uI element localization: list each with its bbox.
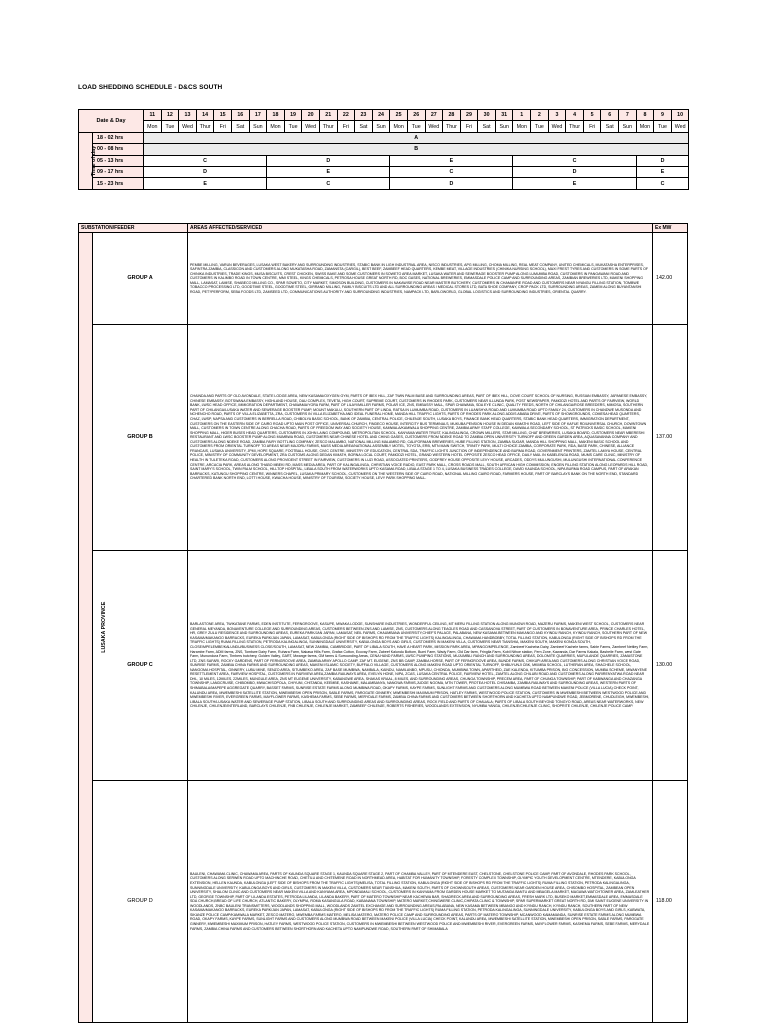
group-assignment-cell: A [144, 132, 689, 143]
date-cell: 25 [390, 110, 408, 121]
group-areas: BAULENI, CHAWAMA CLINIC, CHAWAMA AREA, PARTS OF KAUNDA SQUARE STAGE 1, KAUNDA SQUARE STAGE 2, PART OF CHAMBA VALLEY, PART OF MTENDERE EAST, CHELSTONE, CHELSTONE POLICE CAMP, PART OF AVONDALE, RHODES PARK SCHOOL, CUSTOMERS ALONG SERWEN ROAD UPTO MACHINCHE ROAD, CHETILU AND CHITEMENE ROAD IN NORTHMEAD AREA, HABITAT FOR HUMANITY TOWNSHIP, FORESTY COMPLEX TOWNSHIP, OLYMPIC YOUTH DEVELOPMENT CENTRE, MTENDERE, KABULONGA EXTENSION, HELLEN KAUNDA, KABULONGA (LEFT SIDE OF BISHOPS FROM THE TRAFFIC LIGHTS)/MELISA, TOTAL FILLING STATION, KABULONGA (RIGHT SIDE OF BISHOPS RD FROM THE TRAFFIC LIGHTS) RUMA FILLING STATION, PETRODA KALINGALINGA, SUNNINGDALE UNIVERSITY, KABULONGA BOYS AND GIRLS, CUSTOMERS IN MAKENI VILLA, CUSTOMERS NEAR TIANSHUA, MAKENI SOUTH, PARTS OF CHOWNSOUTH AREAS, CUSTOMERS NEAR GARDEN HOUSE AREA, CHISOMBO HOSPITAL, ZAMBEAN OPEN UNIVERSITY, SHALOM CLINIC AND CUSTOMERS NEAR MAKENI VILLA AND KANYAMA AREA, MPONDAMALI SCHOOL, CUSTOMERS IN KANYAMA FROM GARDEN HOUSE MARKET TO MUTANDA BANTU AND MBAGELA MARKET, MAGAWA WATCHTOWER AREA, ZAMLEATHER LTD, GEORGE TOWNSHIP, PART OF LILANDA ESTATES, PETRODA LILANDA, LILANDA BAKERY, PART OF MATERO TOWNSHIP NEAR KACHEWA BAR, SHADRECK AREA AND SURROUNDING AREAS, FRESH MARK LTD, BUSEKO MARKET,EMMASDALE AREA, EMMASDALE SDA CHURCH,BREAD OF LIFE CHURCH, ATLANTIC BAKERY, OLYMPIA, ROMA KASANGULA ROAD, KABANANA TOWNSHIP, MATERO MARKET,CHINGWERE CLINIC,CHIPATA CLINIC & TOWNSHIP, SPAR SUPERMARKET GREAT NORTH RD, DMI SAINT EUGENE UNIVERSITY IN WOODLANDS, ZNBC BAULENI TRANSMITTERS, WOODLANDS SHOPPING MALL, WOODLANDS ZAMTEL EXCHANGE AND SURROUNDING AREAS,PALABANA, NEW KASAMA BETWEEN MBANGO AND KYINDU RANCH, KYINDU RANCH, SOUTHERN PART OF NEW KASAMA/MAKANGO BARRACKS, EUREKA PARK/JAN JAPAN, LAMASAT, KABULONGA (RIGHT SIDE OF BISHOPS RD FROM THE TRAFFIC LIGHTS) RUMA FILLING STATION, PETRODA KALINGALINGA, SUNNINGDALE UNIVERSITY, KABULONGA BOYS AND GIRLS, KABWATA, SIKANZE POLICE CAMP/KAMWALA MARKET, ZESCO MATERO, MWEMBA FARMS MATERO, MELISA MATERO, MATERO POLICE CAMP AND SURROUNDING AREAS, PARTS OF MATERO TOWNSHIP, MCANWOOD KAMAMANDA, SUNRISE ESTATE FARMS ALONG MUMBWA ROAD, OKAPY FARMS, KAYPE FARMS, SUNLIGHT FARMS AND CUSTOMERS ALONG MUMBWA ROAD BETWEEN MAKENI POLICE (VILLA LUCIA) CHECK POINT, KALUNDU AREA, MWEMBESHI SATELLITE STATION, MWEMBESHI OPEN PRISON, SABLE FARMS, PAROGATE GINNERY, MWEMBESHI MAXIMUM PRISON, HATLEY FARMS, WESTWOOD POLICE STATION, CUSTOMERS IN MWEMBESHI BETWEEN WESTWOOD POLICE AND MWEMBESHI RIVER, EVERGREEN FARMS, MAYFLOWER FARMS, KASHEMA FARMS, SEBE FARMS, MERYDALE FARMS, ZAMBIA CHINA FARMS AND CUSTOMERS BETWEEN SHORTHORN AND KACHETA UPTO NAMPUNDWE ROAD, SOUTHERN PART OF SHIMABALA [188, 781, 653, 1023]
group-assignment-cell: B [144, 144, 689, 155]
group-row [79, 233, 688, 325]
date-cell: 6 [601, 110, 619, 121]
date-cell: 15 [214, 110, 232, 121]
group-assignment-cell: E [267, 166, 390, 177]
substation-header: SUBSTATION/FEEDER [79, 224, 188, 233]
date-cell: 17 [249, 110, 267, 121]
date-cell: 28 [443, 110, 461, 121]
day-cell: Wed [548, 121, 566, 132]
day-cell: Fri [583, 121, 601, 132]
group-areas: PEMBE MILLING, VARUN BEVERAGES, LUSAKA WEST BAKERY AND SURROUNDING INDUSTRIES, STABIC BANK IN LIGH INDUSTRIAL AREA, NISCO INDUSTRIES, APG MILLING, CHOMA MILLING, REAL MEAT COMPANY, UNITED CHEMICALS, MUKATASHA ENTERPRISES, SAFINTRA ZAMBIA, CLASSICON AND CUSTOMERS ALONG MUKATASHA ROAD, ZAMANSTA (CARGIL), BEST BEEF, ZAMBEEF HEAD QUARTERS, KEMBE MEAT, VILLAGE INDUSTRIES (CHINIKA NURSING SCHOOL), MAXI FREST TYRES AND CUSTOMERS IN SOME PARTS OF CHINIKA INDUSTRIES, TRADE KINGS, MUSA BISCUITS, CREST CHICKEN, SWISS BAKE AND SOME CUSTOMERS IN SOWETO AREA MARKET, LUSAKA WATER AND SEWERAGE BOOSTER PUMP ALONG LUMUMBA ROAD, CUSTOMERS IN PANGAWANI ROAD AND CUSTOMERS IN KALIMBO ROAD IN TOWN CENTRE, MMI STEEL, KINGS CHEMICALS, PETROSA HOUSE GREAT NORTH RD, BOC GASES, NATIONAL BREWERIES, EMMASDALE POLICE CAMP AND SURROUNDING AREAS, ZAMBIAN BREWERIES LTD, MAKENI SHOPPING MALL, LAMASAT, LAMISE, SHABECO MILLING CO., SPAR SOWETO, CITY MARKET, SIMOSON BUILDING, CUSTOMERS IN NAKAWISE ROAD NEAR MASTER BUTCHERY, CUSTOMERS IN CHAMANFIE ROAD AND CUSTOMERS NEAR NYANGU FILLING STATION, TOMBWE TOBACCO PROCESSING LTD, GOODTIME STEEL, GOODTIME STEEL, GIRRAND MILLING, FAMILY BISCUITS LTD AND ALL SURROUNDING AREAS / MEDICAL STORES LTD, BATA SHOE COMPANY, CROP PACK LTD, SURROUNDING AREAS, ZAMEM ALONG BUYANTANSHI ROAD, PET?PERFORM, SEBA FOODS LTD, ZAMSEED LTD, COMMUNICATIONS AUTHORITY AND SURROUNDING INDUSTRIES, NAMPACK LTD, BARLOWORLD, GLOBAL LOGISTICS AND SURROUNDING INDUSTRIES, ORIENTAL QUARRY. [188, 233, 653, 325]
time-of-day-cell [79, 132, 98, 189]
group-assignment-cell: E [636, 166, 689, 177]
date-cell: 2 [531, 110, 549, 121]
date-cell: 27 [425, 110, 443, 121]
group-assignment-cell: D [513, 166, 636, 177]
group-assignment-cell: E [144, 178, 267, 189]
date-cell: 13 [179, 110, 197, 121]
group-assignment-cell: D [636, 155, 689, 166]
date-cell: 12 [161, 110, 179, 121]
day-cell: Mon [144, 121, 162, 132]
date-cell: 9 [654, 110, 672, 121]
day-cell: Tue [161, 121, 179, 132]
day-cell: Tue [407, 121, 425, 132]
group-areas: CHAINDA AND PARTS OF OLD AVONDALE, STATE LODGE AREA, NEW KASAMA/OXYGEN GYM, PARTS OF IBEX HILL, ZAF TWIN PALM BASE AND SURROUNDING AREAS, PART OF IBEX HILL, DOVE COURT SCHOOL OF NURSING, RUSSIAN EMBASSY, JAPANESE EMBASSY, CHINESE EMBASSY, BOTSWANA EMBASSY, HIGHLAND HOUSE, OAU COMPLEX, TEVETA, HIGH COURT, SUPREME COURT, CUSTOMERS IN RHODES PARK, CUSTOMERS NEAR ILLUNDA PARK, POST NEWSPAPER, PAMODZI HOTEL AND PARTS OF FAIRVIEW, WORLD BANK, LWSC HEAD OFFICE, IMMIGRATION DEPARTMENT, CHAWAMA/YORA FARM, PART OF LILAYI/MILLER FARMS, POLAR ICE, ZNS, EMBASSY MALL, SPAR CHAWAMA, SDA EYE CLINIC, QUALITY FEEDS, NORTH OF CHILANGA/ROSE BREEDERS, MIMOSA, SOUTHERN PART OF CHILANGA/LUSAKA WATER AND SEWERAGE BOOSTER PUMP, MOUNT MAKULU, SOUTHERN PART OF LINDA, RATSA IN LUMUMBA ROAD, CUSTOMERS IN LUANSHYA ROAD AND LUMUMBA ROAD UPTO FAMILY 24, CUSTOMERS IN CHANDWE MUSONDA AND NCHENCHO ROAD, PARTS OF VILLA ELIZABETTA, ZRA, CUSTOMERS IN VILLA ELIZABETHA AND IDEAL FUNERAL HOME, MANDA HILL TRAFFIC LIGHTS, PARTS OF RHODES PARK ALONG ADDIS ABABA DRIVE, PARTS OF SHOWGROUNDS, COMESA HEAD QUARTERS, CHAZ, LWSP, NAPSA AND CUSTOMERS IN BERRELLA ROAD, CHIBOLYA BASIC SCHOOL, BANK OF ZAMBIA, CENTRAL POLICE, CHILENJE SOUTH, LUSAKA BOYS, FINANCE BANK HEAD QUARTERS, STABIC BANK HEAD QUARTERS, IMMIGRATION DEPARTMENT, CUSTOMERS ON THE EASTERN SIDE OF CAIRO ROAD UPTO MAIN POST OFFICE, UNIVERSAL CHURCH, FINDECO HOUSE, INTERCITY BUS TERMINALS, MUKUBA PENSION HOUSE IN DEDAN KIMATHI ROAD, LEFT SIDE OF KAFUE RD/UNIVERSAL CHURCH, DOWNTOWN MALL, CUSTOMERS IN TOWN CENTRE ALONG CHACHA ROAD, PARTS OF FREEDOM WAY AND SOCIETY HOUSE, KAMWALA/KAMWALA SHOPPING CENTRE, ZAMBIA ARMY STAFF COLLEGE, KAMWALA SECONDARY SCHOOL, ST PATRICKS BASIC SCHOOL, MAKENI SHOPPING MALL, HIGER BUSES HEAD QUARTERS, CUSTOMERS IN JOHN LAING COMPOUND, METROPOLITAN SCHOOL, KANYAMA WATER TRUST, KALINGALINGA, CROWN MILLERS, STAR MILLING, CHAT BREWERIES, LUSAKA BOARD, CUSTOMERS NEAR MBERESHI RESTAURANT AND LWSC BOOSTER PUMP ALONG MUMBWA ROAD, CUSTOMERS NEAR CHINESE HOTEL AND CHING GASES, CUSTOMERS FROM NDEKE ROAD TO ZAMBIA OPEN UNIVERSITY TURNOFF AND GREEN GARDEN AREA, AQUASAVANNA COMPANY AND CUSTOMERS ALONG NDEKE ROAD, ZAMBIA FAIRY BOTTLING COMPANY, ZESCO MALAMBO, NATIONAL MILLING MALAMBO RD, CALIFORNIAN BREWERIES, HUBE FILLING STATION, ZAMBIA SUGAR, MANDA HILL SHOPPING MALL, MAKENI BASIC SCHOOL AND CUSTOMERS FROM ORIENTAL TURNOFF TO AREAS NEAR MAJORU FARMS, MASS MEDIA AREA/NATIONAL ASSEMBLY MOTEL, TOYOTA, ERB, MTN MAIN SWITCH, TRINITY PARK, MULTI CHOICE ZAMBIA, CORPORATE PARK, RDA, BASE PARK, CHINESE, ALLIANCE FRANCAIS, LUSAKA UNIVERSITY, JPMI, HOPE SQUARE, FOOTBALL HOUSE, CIVIC CENTRE, MINISTRY OF EDUCATION, CENTRAL SDA, TRAFFIC LIGHTS JUNCTION OF INDEPENDENCE AND BURMA ROAD, GOVERNMENT PRINTERS, ZAMTEL LAMYA HOUSE, CENTRAL POLICE, MINISTRY OF COMMUNITY DEVELOPMENT, ZRA CUSTOMS ALONG DEDAN KIMATH, BORNA LOCAL COURT, PAMODZI HOTEL, GRAND WESTERN HOTEL OPPOSITE ZESCO HEAD OFFICE, DAILY MAIL IN KABELENGA ROAD, MUMS CARE CLINIC, MINISTRY OF HEALTH IN TULETEKA ROAD, CUSTOMERS ALONG PROVIDENT STREET IN FAIRVIEW, CUSTOMERS IN LUZI ROAD, ASSOCIATED PRINTERS, GODFREY HOUSE OPPOSITE LEVY HOUSE, ARCADES, ODDYS MULUNGUSHI, MULUNGUSHI INTERNATIONAL CONFERENCE CENTRE, ARCACIA PARK, AREAS ALONG THABO MBEKI RD, MASS MEDIA AREA, PART OF KALINGALINGA, CHRISTIAN VOICE RADIO, EAST PARK MALL, CROSS ROADS MALL, SOUTH AFRICAN HIGH COMMISSION, ENGEN FILLING STATION ALONG LEOPARDS HILL ROAD, SAINT MARY'S SCHOOL, TWIN PALM SCHOOL, HILLTOP HOSPITAL, LIBALA SOUTH FROM WATERWORKS UPTO KASAMA ROAD, LIBALA STAGE 1 TO 4, LUSAKA BUSINESS TRADES COLLEGE, DAVID KAUNDA SCHOOL, NIPA BURMA ROAD CAMPUS, PART OF ARAKAN BARRACKS, KATUNGU SHOPPING CENTRE, WINNERS CHAPEL, LUSAKA PRIMARY SCHOOL, CUSTOMERS ON THE WESTERN SIDE OF CAIRO ROAD, NATIONAL MILLING CAIRO ROAD, FARMERS HOUSE, PART OF BARCLAYS BANK ON THE NORTH END, STANDARD CHARTERED BANK NORTH END, LOTTI HOUSE, KWACHA HOUSE, MINISTRY OF TOURISM, SOCIETY HOUSE, LEVY PARK SHOPPING MALL. [188, 325, 653, 551]
group-assignment-cell: D [267, 155, 390, 166]
day-cell: Fri [214, 121, 232, 132]
day-cell: Mon [267, 121, 285, 132]
time-slot-label: 00 - 08 hrs [93, 144, 144, 155]
day-cell: Wed [425, 121, 443, 132]
day-cell: Thur [566, 121, 584, 132]
group-row [79, 325, 688, 551]
time-slot-label: 18 - 02 hrs [93, 132, 144, 143]
day-cell: Sun [495, 121, 513, 132]
date-cell: 10 [671, 110, 689, 121]
date-cell: 22 [337, 110, 355, 121]
areas-table-header [79, 224, 688, 233]
day-cell: Sun [619, 121, 637, 132]
date-cell: 31 [495, 110, 513, 121]
day-cell: Wed [179, 121, 197, 132]
group-assignment-cell: C [636, 178, 689, 189]
date-cell: 21 [319, 110, 337, 121]
group-name: GROUP C [93, 551, 188, 781]
group-mw: 130.00 [653, 551, 688, 781]
day-cell: Tue [531, 121, 549, 132]
date-cell: 30 [478, 110, 496, 121]
day-cell: Sat [355, 121, 373, 132]
time-slot-label: 09 - 17 hrs [93, 166, 144, 177]
group-mw: 118.00 [653, 781, 688, 1023]
date-cell: 3 [548, 110, 566, 121]
date-cell: 8 [636, 110, 654, 121]
date-cell: 26 [407, 110, 425, 121]
dates-row [79, 110, 689, 121]
group-assignment-cell: C [267, 178, 390, 189]
mw-header: Ex MW [653, 224, 688, 233]
areas-table [78, 223, 688, 1023]
time-slot-row [79, 155, 689, 166]
date-cell: 29 [460, 110, 478, 121]
date-cell: 4 [566, 110, 584, 121]
group-name: GROUP B [93, 325, 188, 551]
group-assignment-cell: E [390, 155, 513, 166]
date-cell: 7 [619, 110, 637, 121]
group-name: GROUP D [93, 781, 188, 1023]
day-cell: Fri [460, 121, 478, 132]
date-cell: 5 [583, 110, 601, 121]
group-assignment-cell: C [513, 155, 636, 166]
day-cell: Tue [284, 121, 302, 132]
day-cell: Thur [319, 121, 337, 132]
day-cell: Thur [443, 121, 461, 132]
group-areas: BARLASTONE AREA, TWIKATANE FARMS, EDEN INSTITUTE, FERNGROOVE, KASUPE, MWAKA LODGE, SUNSHARE INDUSTRIES, WONDERFUL CEILING, MT MERU FILLING STATION ALONG MUNGWI ROAD, MAZERU FARMS, MAKENI WEST SCHOOL, CUSTOMERS NEAR GENERAL MEYANDA, BONAVENTURE COLLEGE AND SURROUNDING AREAS, CUSTOMERS BETWEEN ZNS AND LAMISE, ZNS, CUSTOMERS ALONG TEAGLES ROAD AND CASSANOVA STREET, PART OF CUSTOMERS IN BONAVENTURE AREA, PRINCE CHARLES HOTEL, HR, GREY ZULU RESIDENCE AND SURROUNDING AREAS, EUREKA PARK/JAN JAPAN, LAMASAT, NEIL FARMS, CHAUMBANA UNIVERSITY,CHIEF'S PALACE, PALABANA, NEW KASAMA BETWEEN MAKANGO AND KYINDU RANCH, KYINDU RANCH, SOUTHERN PART OF NEW KASAMA/MAKANGO BARRACKS, EUREKA PARK/JAN JAPAN, LAMASAT, KABULONGA (RIGHT SIDE OF BISHOPS RD FROM THE TRAFFIC LIGHTS) KALINGALINGA, CHAWAMA HANDBOBBY, TOTAL FILLING STATION, KABULONGA (RIGHT SIDE OF BISHOPS RD FROM THE TRAFFIC LIGHTS) RUMA FILLING STATION, PETRODA KALINGALINGA, SUNNINGDALE UNIVERSITY, KABULONGA BOYS AND GIRLS, CUSTOMERS IN MAKENI VILLA, CUSTOMERS NEAR TIANSHIA, MAKENI SOUTH, MAKENI KONGA SOUTH, CLOSE/MPELEMBE/KALUNDU/BUSINESS CLOSE/SOUTH, LAMASAT, NEW ZAMBIA, CAMBRIDGE, PART OF LIBALA SOUTH, HAVE A HEART PARK, MISSION PARK AREA, MPANGO/MPELENGE, Zambeef Kacheba Dairy, Zambeef Kachele farms, Sable Farms, Zambeef Nettley Farm, Harambe Farm, ADM farms, ZNS, Tombwe Dairy Farm, Ruhara Farm, Nakasa Hills Farm, Grafax Cotton, Ecovay Farm, Zabeef Kalundu Bottom, Bumi Farm, Wady Farm, Old Dar farm, Fringila Farm, Kobil Nthoe station, Fern Zone, Kawanda, Dar Farms Kakala, Basheile Farm, west Gate Farm, Munundura Farm, Timbers butchery, Golden Valley, GART, Mwange farms, GM farms & Surrounding Areas, CENA HAND FARMS, LWSC PUMPING STATIONS, MUJUMBILI RANCH AND SURROUNDING AREAS, DOLOMITE QUARRIES, MUFULANDE QUARRIES, ZAMASTONE LTD, ZNS SAFARI, ROCKY GARDENS, PART OF FERNGROOVE AREA, ZAMBIA ARMY APOLLO CAMP, ZAF MT. EUGENE, ZNS BB CAMP, ZAMBIA HORSE, PART OF FERNGROOVE AREA, BUNDE FARMS, CHIKUPI AREA AND CUSTOMERS ALONG CHRISTIAN VOICE ROAD, SUNRISE FARMS, ZAMBIA CHINA FARMS AND SURROUNDING AREAS, MAKENI ISLAMIC SOCIETY, BUFFALO VILLAGE, CUSTOMERS ALONG MAKENI ROAD UPTO ORIENTAL TURNOFF, SHIBUYUNJI CBK, MKIMBA SCHOOL, LUTHERAN AREA, SHACHELE SCHOOL, NANGOMA HOSPITAL, GINNERY, LUBU MINE, SENZO AREA, SITUMBEKO AREA, ZAF BASE MUMBWA, NAMBALA, KAINDU, NAMILANBO, MPUSU, CHIONDA, MUMBWA TOWN, APARTHEID, ZAE KALENDA, KITUMBA PRISON, BIG CONCESSION, MUMBA SCHEME, MWANYENE RESETTLEMENT AREA, FAIRVIEW HOSPITAL, CUSTOMERS IN FAIRVIEW AREA,ZAMBIA RAILWAYS AREA, EVELYN HONE, NIPA, ZCAS, LUSAKA CENTRAL POLICE, FAIRVIEW HOTEL, ZAMTEL ALONG CHILUBI ROAD AND CUSTOMERS ALONG PARIRENYATWA ROAD NEAR DHL, 10 MILES, 12MILES, 22MILES, MUNGULE AREA, ZNS MT EUGENE UNIVERSITY, KABANGWE AREA, SHAKAS KRAAL, 8 MILES, AND SURROUNDING AREAS, CHUNGA TOWNSHIP, PRECEM AREA, PART OF CHUNGA TOWNSHIP, PART OF KABWANGA AND CHAZANGA TOWNSHIP, LANDCRUISE, CHIBOMBO, MWACHISOPOLA, CHIYUNI, CHITANDA, KEEMBE, KASHAWE, MALAMBANYA, NANGWA FARMS,JUDGE NGOMA, MTN TOWER, PROTEA HOTEL CHISAMBA, ZAMBIA RAILWAYS AND SURROUNDING AREAS, WESTERN PARTS OF SHIMABALA/MAPEPE AGGREGATE QUARRY, BASSET FARMS, SUNRISE ESTATE FARMS ALONG MUMBWA ROAD, OKAPY FARMS, KAYPE FARMS, SUNLIGHT FARMS AND CUSTOMERS ALONG MUMBWA ROAD BETWEEN MAKENI POLICE (VILLA LUCIA) CHECK POINT, KALUNDU AREA, MWEMBESHI SATELLITE STATION, MWEMBESHI OPEN PRISON, SABLE FARMS, PAROGATE GINNERY, MWEMBESHI MAXIMUM PRISON, HATLEY FARMS, WESTWOOD POLICE STATION, CUSTOMERS IN MWEMBESHI BETWEEN WESTWOOD POLICE AND MWEMBESHI RIVER, EVERGREEN FARMS, MAYFLOWER FARMS, KASHEMA FARMS, SEBE FARMS, MERYDALE FARMS, ZAMBIA CHINA FARMS AND CUSTOMERS BETWEEN SHORTHORN AND KACHETA UPTO NAMPUNDWE ROAD, JEBMORENE, CHUDLEIGH, MWEMBESHI, LIBALA SOUTH/LUSAKA WATER AND SEWERAGE PUMP STATION, LIBALA SOUTH AND SURROUNDING AREAS AND SURROUNDING AREAS, ROCK FIELD AND PARTS OF CHAUALA; PARTS OF LIBALA SOUTH BEYOND TONGYO ROAD, AREAS NEAR WATERWORKS, NEW CHILENJE, CHILENJE/INTERLAND, BARCLAYS CHILENJE, FNB CHILENJE, CHILENJE MARKET, ZAMBEEF CHILENJE, ROBERTS FISHERIES, WOODLANDS EXTENSION, NYUMBA YANGA, CHILENJE/CHILENJE CLINIC, SHOPRITE CHILENJE, CHILENJE POLICE CAMP. [188, 551, 653, 781]
time-of-day-label: Time of day [91, 145, 98, 176]
time-slot-label: 05 - 13 hrs [93, 155, 144, 166]
days-row [79, 121, 689, 132]
date-day-label: Date & Day [79, 110, 144, 133]
day-cell: Mon [513, 121, 531, 132]
document-title: LOAD SHEDDING SCHEDULE - D&CS SOUTH [78, 84, 223, 91]
time-slot-row [79, 166, 689, 177]
day-cell: Thur [196, 121, 214, 132]
date-cell: 23 [355, 110, 373, 121]
day-cell: Wed [671, 121, 689, 132]
schedule-table [78, 109, 689, 190]
areas-header: AREAS AFFECTED/SERVICED [188, 224, 653, 233]
date-cell: 18 [267, 110, 285, 121]
day-cell: Mon [636, 121, 654, 132]
province-cell [79, 233, 108, 1023]
day-cell: Sat [478, 121, 496, 132]
day-cell: Sat [231, 121, 249, 132]
group-assignment-cell: D [390, 178, 513, 189]
time-slot-row [79, 144, 689, 155]
group-row [79, 551, 688, 781]
group-mw: 142.00 [653, 233, 688, 325]
group-assignment-cell: D [144, 166, 267, 177]
day-cell: Mon [390, 121, 408, 132]
group-row [79, 781, 688, 1023]
time-slot-row [79, 132, 689, 143]
date-cell: 20 [302, 110, 320, 121]
group-name: GROUP A [93, 233, 188, 325]
date-cell: 1 [513, 110, 531, 121]
province-label: LUSAKA PROVINCE [101, 601, 108, 653]
group-assignment-cell: C [390, 166, 513, 177]
date-cell: 14 [196, 110, 214, 121]
date-cell: 19 [284, 110, 302, 121]
date-cell: 16 [231, 110, 249, 121]
group-assignment-cell: E [513, 178, 636, 189]
day-cell: Wed [302, 121, 320, 132]
time-slot-label: 15 - 23 hrs [93, 178, 144, 189]
day-cell: Tue [654, 121, 672, 132]
day-cell: Sat [601, 121, 619, 132]
group-mw: 137.00 [653, 325, 688, 551]
date-cell: 24 [372, 110, 390, 121]
day-cell: Sun [249, 121, 267, 132]
day-cell: Fri [337, 121, 355, 132]
day-cell: Sun [372, 121, 390, 132]
time-slot-row [79, 178, 689, 189]
date-cell: 11 [144, 110, 162, 121]
group-assignment-cell: C [144, 155, 267, 166]
